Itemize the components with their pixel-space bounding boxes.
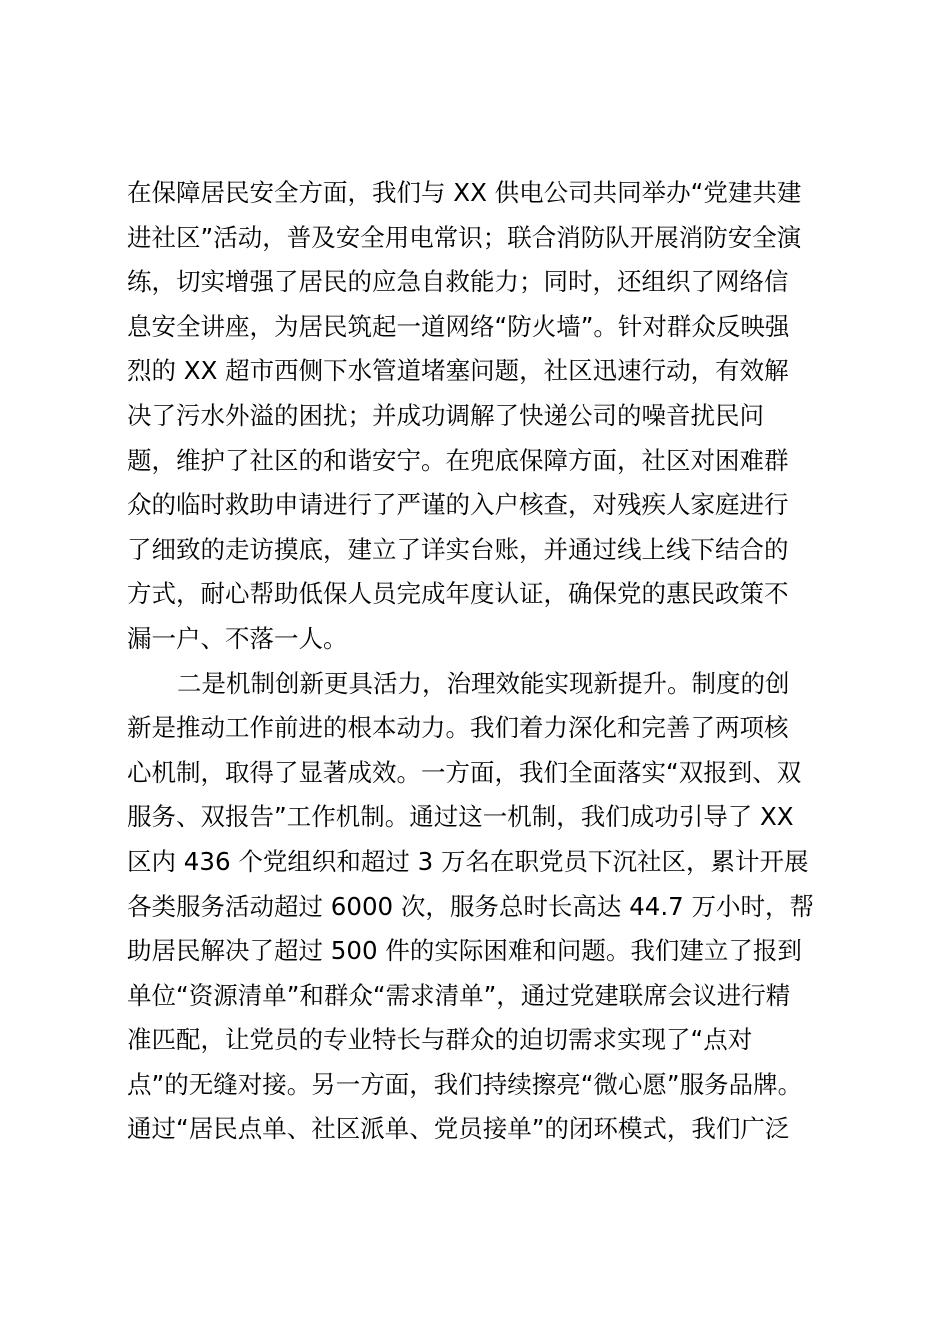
text-line: 助居民解决了超过 500 件的实际困难和问题。我们建立了报到: [127, 936, 802, 966]
text-line: 进社区”活动，普及安全用电常识；联合消防队开展消防安全演: [127, 222, 802, 252]
text-line: 息安全讲座，为居民筑起一道网络“防火墙”。针对群众反映强: [127, 311, 790, 341]
text-line: 练，切实增强了居民的应急自救能力；同时，还组织了网络信: [127, 267, 789, 297]
text-line: 决了污水外溢的困扰；并成功调解了快递公司的噪音扰民问: [127, 400, 764, 430]
text-line-indented: 二是机制创新更具活力，治理效能实现新提升。制度的创: [177, 668, 790, 698]
text-line: 区内 436 个党组织和超过 3 万名在职党员下沉社区，累计开展: [127, 846, 809, 876]
text-line: 点”的无缝对接。另一方面，我们持续擦亮“微心愿”服务品牌。: [127, 1069, 803, 1099]
text-line: 在保障居民安全方面，我们与 XX 供电公司共同举办“党建共建: [127, 178, 802, 207]
text-line: 漏一户、不落一人。: [127, 623, 348, 653]
paragraph-2: [127, 662, 847, 1153]
text-line: 新是推动工作前进的根本动力。我们着力深化和完善了两项核: [127, 713, 789, 743]
text-line: 准匹配，让党员的专业特长与群众的迫切需求实现了“点对: [127, 1025, 753, 1055]
text-line: 众的临时救助申请进行了严谨的入户核查，对残疾人家庭进行: [127, 490, 789, 520]
body-text: [127, 171, 847, 1152]
text-line: 了细致的走访摸底，建立了详实台账，并通过线上线下结合的: [127, 534, 789, 564]
text-line: 单位“资源清单”和群众“需求清单”，通过党建联席会议进行精: [127, 980, 791, 1010]
text-line: 各类服务活动超过 6000 次，服务总时长高达 44.7 万小时，帮: [127, 891, 815, 921]
text-line: 题，维护了社区的和谐安宁。在兜底保障方面，社区对困难群: [127, 445, 789, 475]
text-line: 方式，耐心帮助低保人员完成年度认证，确保党的惠民政策不: [127, 579, 789, 609]
text-line: 心机制，取得了显著成效。一方面，我们全面落实“双报到、双: [127, 757, 802, 787]
text-line: 烈的 XX 超市西侧下水管道堵塞问题，社区迅速行动，有效解: [127, 356, 789, 386]
text-line: 通过“居民点单、社区派单、党员接单”的闭环模式，我们广泛: [127, 1114, 790, 1144]
text-line: 服务、双报告”工作机制。通过这一机制，我们成功引导了 XX: [127, 802, 794, 832]
paragraph-1: [127, 171, 847, 662]
